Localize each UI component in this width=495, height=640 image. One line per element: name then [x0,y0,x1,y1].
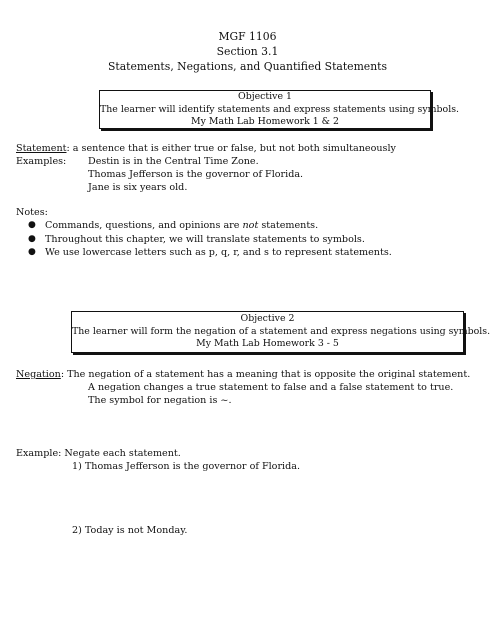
objective-2-heading: Objective 2 [240,313,295,324]
example-item: Jane is six years old. [88,182,188,193]
section-number: Section 3.1 [216,45,279,58]
notes-item: ● We use lowercase letters such as p, q, r, and s to represent statements. [28,247,392,258]
negation-term: Negation [16,369,61,380]
notes-item: ● Commands, questions, and opinions are not statements. [28,220,319,231]
course-code: MGF 1106 [218,30,277,43]
objective-1-homework: My Math Lab Homework 1 & 2 [191,116,339,127]
objective-1-heading: Objective 1 [238,91,292,102]
objective-2-box [71,311,491,353]
negation-line: A negation changes a true statement to false and a false statement to true. [88,382,454,393]
example-heading: Example: Negate each statement. [16,448,181,459]
negation-definition [16,368,470,381]
emphasis-not: not [242,220,259,231]
objective-2-homework: My Math Lab Homework 3 - 5 [196,338,339,349]
examples-label: Examples: [16,156,67,167]
objective-2-text: The learner will form the negation of a statement and express negations using symbols. [72,325,491,337]
objective-1-box [99,90,459,129]
notes-label: Notes: [16,207,48,218]
statement-definition [16,142,396,155]
negation-definition-text: : The negation of a statement has a meaning that is opposite the original statement. [60,369,471,380]
statement-term: Statement [16,143,67,154]
exercise-item: 2) Today is not Monday. [72,525,188,536]
negation-symbol-line: The symbol for negation is ~. [88,395,232,406]
objective-1-text: The learner will identify statements and express statements using symbols. [100,103,459,115]
bullet-icon: ● [28,233,36,244]
notes-list [28,219,392,260]
exercise-item: 1) Thomas Jefferson is the governor of Florida. [72,461,301,472]
statement-definition-text: : a sentence that is either true or false, but not both simultaneously [66,143,396,154]
bullet-icon: ● [28,247,36,257]
example-item: Thomas Jefferson is the governor of Florida. [88,169,304,180]
notes-item: ● Throughout this chapter, we will translate statements to symbols. [28,233,365,245]
bullet-icon: ● [28,220,36,230]
example-item: Destin is in the Central Time Zone. [88,156,259,167]
page-title: Statements, Negations, and Quantified Statements [107,60,388,73]
